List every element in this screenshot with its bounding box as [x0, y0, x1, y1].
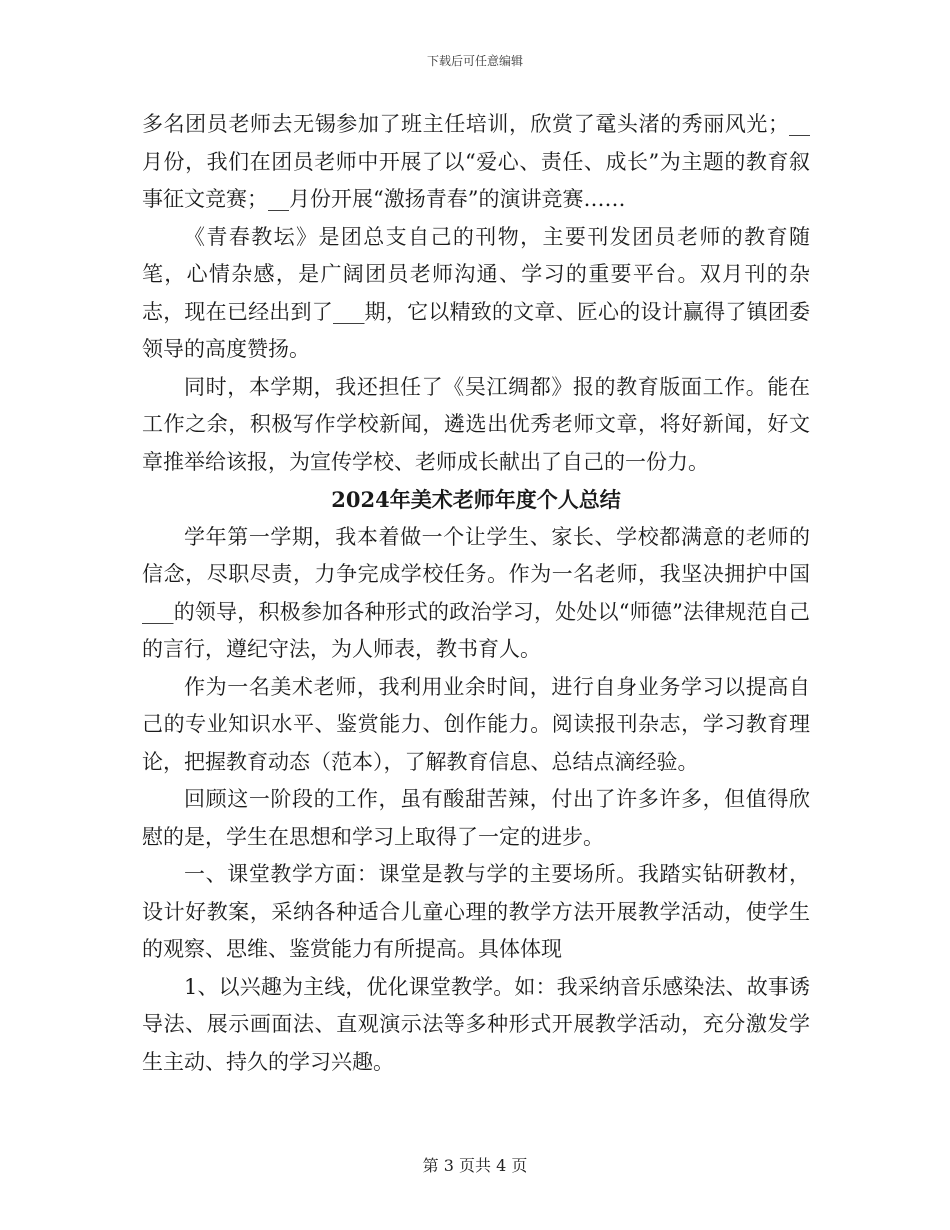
- page-footer-number: 第 3 页共 4 页: [422, 1156, 528, 1175]
- paragraph-2: 《青春教坛》是团总支自己的刊物，主要刊发团员老师的教育随笔，心情杂感，是广阔团员老师沟通、学习的重要平台。双月刊的杂志，现在已经出到了___期，它以精致的文章、匠心的设计赢得了镇团委领导的高度赞扬。: [142, 224, 810, 361]
- page-header-note: 下载后可任意编辑: [426, 54, 523, 68]
- paragraph-3: 同时，本学期，我还担任了《吴江绸都》报的教育版面工作。能在工作之余，积极写作学校新闻，遴选出优秀老师文章，将好新闻，好文章推举给该报，为宣传学校、老师成长献出了自己的一份力。: [142, 374, 810, 474]
- paragraph-1: 多名团员老师去无锡参加了班主任培训，欣赏了鼋头渚的秀丽风光；__月份，我们在团员老师中开展了以“爱心、责任、成长”为主题的教育叙事征文竞赛；__月份开展“激扬青春”的演讲竞赛……: [142, 112, 810, 211]
- paragraph-4: 学年第一学期，我本着做一个让学生、家长、学校都满意的老师的信念，尽职尽责，力争完成学校任务。作为一名老师，我坚决拥护中国___的领导，积极参加各种形式的政治学习，处处以“师德”法律规范自己的言行，遵纪守法，为人师表，教书育人。: [142, 524, 810, 661]
- section-title: 2024年美术老师年度个人总结: [331, 487, 621, 512]
- paragraph-5: 作为一名美术老师，我利用业余时间，进行自身业务学习以提高自己的专业知识水平、鉴赏能力、创作能力。阅读报刊杂志，学习教育理论，把握教育动态（范本），了解教育信息、总结点滴经验。: [142, 674, 810, 774]
- paragraph-8: 1、以兴趣为主线，优化课堂教学。如：我采纳音乐感染法、故事诱导法、展示画面法、直观演示法等多种形式开展教学活动，充分激发学生主动、持久的学习兴趣。: [142, 974, 810, 1074]
- paragraph-7: 一、课堂教学方面：课堂是教与学的主要场所。我踏实钻研教材，设计好教案，采纳各种适合儿童心理的教学方法开展教学活动，使学生的观察、思维、鉴赏能力有所提高。具体体现: [142, 862, 810, 961]
- paragraph-6: 回顾这一阶段的工作，虽有酸甜苦辣，付出了许多许多，但值得欣慰的是，学生在思想和学习上取得了一定的进步。: [142, 787, 810, 849]
- document-body: [142, 106, 810, 1081]
